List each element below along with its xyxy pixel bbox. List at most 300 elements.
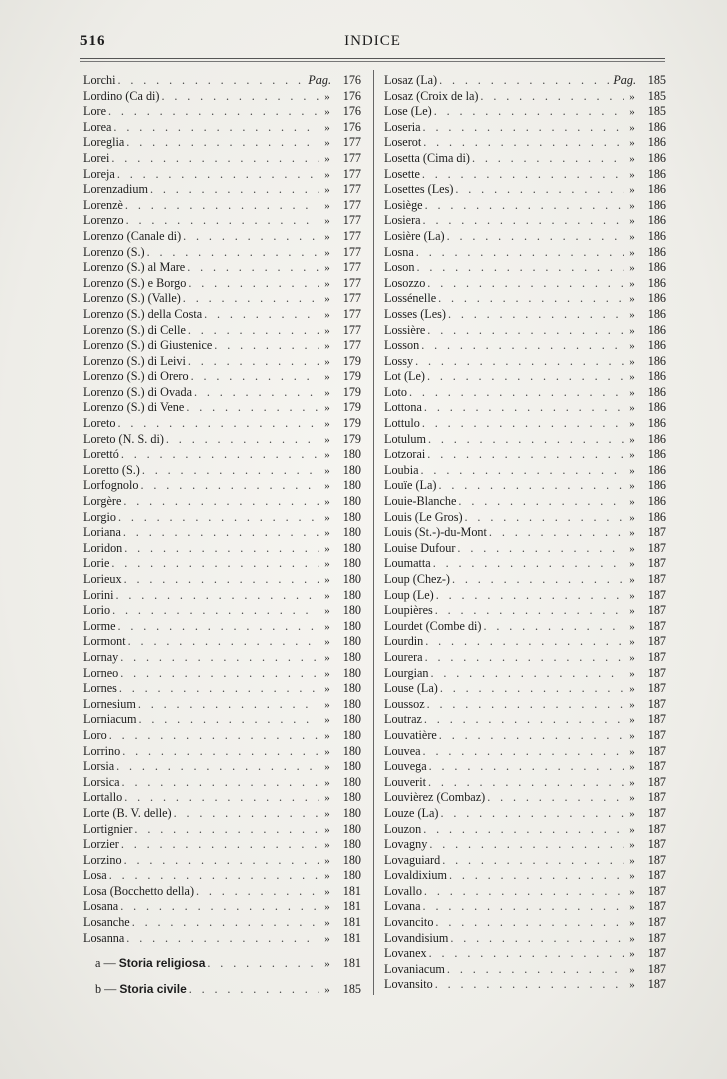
ditto-mark: »	[629, 215, 635, 228]
page-reference: 186	[647, 291, 666, 306]
index-entry	[83, 338, 361, 354]
dot-leader	[181, 291, 319, 307]
index-entry	[384, 354, 666, 370]
ditto-mark: »	[324, 137, 330, 150]
ditto-mark: »	[629, 152, 635, 165]
index-entry	[83, 697, 361, 713]
page-reference: 176	[342, 73, 361, 87]
entry-name: Lottulo	[384, 416, 420, 431]
ditto-mark: »	[324, 605, 330, 618]
dot-leader	[470, 151, 624, 167]
entry-name: Losses (Les)	[384, 306, 446, 321]
index-entry	[384, 151, 666, 167]
ditto-mark: »	[629, 683, 635, 696]
dot-leader	[124, 931, 319, 947]
entry-name: Losette	[384, 166, 420, 181]
dot-leader	[425, 276, 624, 292]
dot-leader	[122, 853, 319, 869]
ditto-mark: »	[324, 698, 330, 711]
entry-name: Lorgère	[83, 494, 122, 509]
index-entry	[83, 416, 361, 432]
page-reference: 185	[342, 981, 361, 996]
entry-name: Losetta (Cima di)	[384, 150, 470, 165]
page-reference: 186	[647, 509, 666, 524]
entry-name: Loup (Le)	[384, 587, 434, 602]
dot-leader	[186, 323, 319, 339]
dot-leader	[453, 182, 624, 198]
ditto-mark: »	[324, 729, 330, 742]
entry-name: Loreto	[83, 416, 116, 431]
page-reference: 180	[342, 494, 361, 509]
ditto-mark: »	[629, 464, 635, 477]
ditto-mark: »	[629, 277, 635, 290]
ditto-mark: »	[324, 651, 330, 664]
page-reference: 180	[342, 634, 361, 649]
ditto-mark: »	[324, 589, 330, 602]
dot-leader	[109, 556, 319, 572]
ditto-mark: »	[324, 542, 330, 555]
index-entry	[83, 229, 361, 245]
entry-name: Lorie	[83, 556, 110, 571]
dot-leader	[440, 853, 624, 869]
page-reference: 187	[647, 868, 666, 883]
index-entry	[83, 369, 361, 385]
subentry-title: Storia civile	[119, 981, 187, 996]
index-entry	[384, 853, 666, 869]
ditto-mark: »	[324, 745, 330, 758]
dot-leader	[485, 790, 624, 806]
index-column-right	[384, 73, 666, 993]
page-prefix: Pag.	[613, 73, 636, 87]
ditto-mark: »	[629, 418, 635, 431]
ditto-mark: »	[324, 901, 330, 914]
entry-name: Lose (Le)	[384, 104, 432, 119]
index-entry	[83, 104, 361, 120]
entry-name: Lourgian	[384, 665, 429, 680]
ditto-mark: »	[324, 620, 330, 633]
page-reference: 187	[647, 743, 666, 758]
entry-name: Louze (La)	[384, 805, 439, 820]
page-reference: 181	[342, 930, 361, 945]
page-reference: 187	[647, 572, 666, 586]
dot-leader	[130, 915, 319, 931]
ditto-mark: »	[629, 558, 635, 571]
page-reference: 186	[647, 416, 666, 431]
page-reference: 180	[342, 603, 361, 618]
page-reference: 187	[647, 618, 666, 633]
dot-leader	[426, 432, 624, 448]
dot-leader	[122, 790, 319, 806]
ditto-mark: »	[324, 324, 330, 337]
page-reference: 186	[647, 400, 666, 415]
index-entry	[83, 167, 361, 183]
page-reference: 187	[647, 930, 666, 945]
page-reference: 187	[647, 525, 666, 540]
dot-leader	[110, 603, 319, 619]
ditto-mark: »	[629, 620, 635, 633]
ditto-mark: »	[629, 340, 635, 353]
page-reference: 180	[342, 837, 361, 852]
dot-leader	[414, 260, 624, 276]
dot-leader	[115, 167, 319, 183]
dot-leader	[109, 151, 319, 167]
entry-name: Loson	[384, 260, 415, 275]
ditto-mark: »	[324, 433, 330, 446]
page-header	[80, 33, 665, 55]
dot-leader	[189, 369, 319, 385]
index-entry	[384, 759, 666, 775]
ditto-mark: »	[324, 262, 330, 275]
index-entry	[83, 837, 361, 853]
dot-leader	[433, 603, 624, 619]
ditto-mark: »	[629, 761, 635, 774]
page-reference: 177	[342, 275, 361, 290]
page-reference: 187	[647, 681, 666, 696]
dot-leader	[124, 135, 319, 151]
page-reference: 186	[647, 353, 666, 368]
dot-leader	[425, 323, 624, 339]
dot-leader	[448, 931, 624, 947]
entry-name: Losaz (La)	[384, 73, 438, 87]
index-entry	[384, 432, 666, 448]
index-entry	[384, 478, 666, 494]
entry-name: Losettes (Les)	[384, 182, 454, 197]
entry-name: Lovaldixium	[384, 868, 447, 883]
page-reference: 180	[342, 868, 361, 883]
dot-leader	[422, 884, 624, 900]
page-reference: 180	[342, 774, 361, 789]
entry-name: Lorenzo (S.) di Vene	[83, 400, 185, 415]
page-reference: 187	[647, 665, 666, 680]
entry-name: Lorieux	[83, 572, 122, 586]
entry-name: Loridon	[83, 540, 123, 555]
subentry-letter: b —	[95, 981, 117, 996]
dot-leader	[423, 650, 624, 666]
ditto-mark: »	[324, 371, 330, 384]
index-entry	[384, 790, 666, 806]
page-reference: 187	[647, 805, 666, 820]
page-reference: 185	[647, 73, 666, 87]
page-reference: 186	[647, 462, 666, 477]
index-entry	[384, 681, 666, 697]
index-entry	[384, 245, 666, 261]
entry-name: Lorini	[83, 587, 114, 602]
index-entry	[83, 245, 361, 261]
dot-leader	[114, 759, 319, 775]
dot-leader	[122, 572, 319, 588]
ditto-mark: »	[629, 636, 635, 649]
entry-name: Lorzino	[83, 852, 122, 867]
dot-leader	[132, 822, 319, 838]
dot-leader	[456, 494, 624, 510]
ditto-mark: »	[629, 542, 635, 555]
index-entry	[83, 400, 361, 416]
page-reference: 186	[647, 338, 666, 353]
dot-leader	[118, 650, 319, 666]
entry-name: Louise Dufour	[384, 540, 456, 555]
page-reference: 185	[647, 88, 666, 103]
index-entry	[83, 354, 361, 370]
index-entry	[384, 182, 666, 198]
page-reference: 180	[342, 478, 361, 493]
ditto-mark: »	[324, 885, 330, 898]
index-entry	[384, 276, 666, 292]
ditto-mark: »	[324, 308, 330, 321]
subentry-title: Storia religiosa	[118, 956, 206, 971]
dot-leader	[422, 400, 624, 416]
entry-name: Lot (Le)	[384, 369, 425, 384]
entry-name: Lossy	[384, 353, 414, 368]
subentry-letter: a —	[95, 956, 116, 971]
dot-leader	[432, 104, 624, 120]
dot-leader	[433, 977, 624, 993]
ditto-mark: »	[629, 917, 635, 930]
index-entry	[83, 931, 361, 947]
index-entry	[83, 260, 361, 276]
entry-name: Lossénelle	[384, 291, 437, 306]
entry-name: Loupières	[384, 603, 433, 618]
dot-leader	[421, 744, 624, 760]
dot-leader	[126, 634, 319, 650]
ditto-mark: »	[324, 152, 330, 165]
dot-leader	[419, 463, 624, 479]
ditto-mark: »	[324, 932, 330, 945]
dot-leader	[446, 307, 624, 323]
index-entry	[83, 884, 361, 900]
index-entry	[384, 588, 666, 604]
page-reference: 179	[342, 416, 361, 431]
dot-leader	[181, 229, 319, 245]
ditto-mark: »	[324, 277, 330, 290]
index-entry	[83, 666, 361, 682]
dot-leader	[116, 510, 319, 526]
index-entry	[384, 619, 666, 635]
dot-leader	[164, 432, 319, 448]
ditto-mark: »	[629, 121, 635, 134]
index-entry	[384, 697, 666, 713]
entry-name: Lormont	[83, 634, 126, 649]
dot-leader	[427, 759, 624, 775]
ditto-mark: »	[629, 792, 635, 805]
dot-leader	[119, 447, 319, 463]
page-number: 516	[80, 33, 106, 49]
entry-name: Lorneo	[83, 665, 119, 680]
entry-name: Loserot	[384, 135, 422, 150]
index-entry	[83, 681, 361, 697]
dot-leader	[212, 338, 319, 354]
entry-name: Losiège	[384, 197, 423, 212]
index-entry	[384, 291, 666, 307]
ditto-mark: »	[629, 948, 635, 961]
index-entry	[384, 744, 666, 760]
entry-name: Losiera	[384, 213, 421, 228]
entry-name: Loreglia	[83, 135, 125, 150]
entry-name: Louvatière	[384, 727, 437, 742]
entry-name: Losaz (Croix de la)	[384, 88, 479, 103]
entry-name: Lornesium	[83, 696, 136, 711]
index-entry	[83, 89, 361, 105]
page-reference: 186	[647, 213, 666, 228]
ditto-mark: »	[324, 168, 330, 181]
ditto-mark: »	[629, 651, 635, 664]
page-reference: 187	[647, 540, 666, 555]
ditto-mark: »	[324, 823, 330, 836]
entry-name: Loubia	[384, 462, 419, 477]
index-entry	[83, 728, 361, 744]
entry-name: Loutraz	[384, 712, 422, 727]
page-reference: 180	[342, 618, 361, 633]
entry-name: Lortignier	[83, 821, 133, 836]
index-entry	[83, 135, 361, 151]
dot-leader	[437, 728, 624, 744]
page-reference: 177	[342, 306, 361, 321]
page-reference: 179	[342, 369, 361, 384]
ditto-mark: »	[324, 418, 330, 431]
index-entry	[384, 884, 666, 900]
entry-name: Lorenzo (S.) di Giustenice	[83, 338, 213, 353]
ditto-mark: »	[629, 168, 635, 181]
entry-name: Louvega	[384, 759, 427, 774]
entry-name: Lorsia	[83, 759, 115, 774]
index-entry	[83, 556, 361, 572]
page-reference: 179	[342, 353, 361, 368]
page-reference: 180	[342, 727, 361, 742]
entry-name: Lorenzo (S.) di Celle	[83, 322, 186, 337]
entry-name: Lovaguiard	[384, 852, 441, 867]
page-reference: 181	[342, 883, 361, 898]
page-reference: 181	[342, 899, 361, 914]
index-entry	[83, 525, 361, 541]
ditto-mark: »	[324, 683, 330, 696]
entry-name: Lottona	[384, 400, 422, 415]
entry-name: Losana	[83, 899, 119, 914]
column-divider	[373, 70, 374, 995]
index-entry	[83, 213, 361, 229]
dot-leader	[434, 588, 624, 604]
entry-name: Lorenzo (S.)	[83, 244, 145, 259]
entry-name: Lovanex	[384, 946, 427, 961]
page-reference: 179	[342, 384, 361, 399]
page-reference: 177	[342, 213, 361, 228]
ditto-mark: »	[324, 714, 330, 727]
index-entry	[83, 588, 361, 604]
ditto-mark: »	[629, 90, 635, 103]
page-reference: 187	[647, 759, 666, 774]
entry-name: Lorettó	[83, 447, 119, 462]
dot-leader	[422, 712, 624, 728]
ditto-mark: »	[324, 449, 330, 462]
ditto-mark: »	[629, 246, 635, 259]
dot-leader	[106, 104, 319, 120]
dot-leader	[194, 884, 319, 900]
dot-leader	[478, 89, 624, 105]
page-reference: 186	[647, 197, 666, 212]
entry-name: Lorenzo	[83, 213, 124, 228]
page-reference: 186	[647, 119, 666, 134]
entry-name: Lorenzo (Canale di)	[83, 228, 182, 243]
dot-leader	[450, 572, 624, 588]
index-entry	[83, 73, 361, 89]
entry-name: Losozzo	[384, 275, 426, 290]
ditto-mark: »	[324, 511, 330, 524]
index-subentry	[83, 982, 361, 998]
page-reference: 186	[647, 182, 666, 197]
index-entry	[384, 400, 666, 416]
ditto-mark: »	[629, 776, 635, 789]
page-reference: 186	[647, 228, 666, 243]
ditto-mark: »	[324, 667, 330, 680]
index-entry	[384, 73, 666, 89]
page-reference: 180	[342, 821, 361, 836]
index-entry	[384, 369, 666, 385]
entry-name: Loro	[83, 727, 107, 742]
index-entry	[83, 806, 361, 822]
page-reference: 187	[647, 587, 666, 602]
entry-name: Lortallo	[83, 790, 123, 805]
entry-name: Loretto (S.)	[83, 462, 140, 477]
entry-name: Losna	[384, 244, 414, 259]
index-entry	[384, 385, 666, 401]
page-reference: 187	[647, 727, 666, 742]
ditto-mark: »	[629, 932, 635, 945]
index-entry	[83, 899, 361, 915]
index-entry	[384, 307, 666, 323]
ditto-mark: »	[324, 386, 330, 399]
ditto-mark: »	[324, 121, 330, 134]
entry-name: Lorea	[83, 119, 112, 134]
page-reference: 177	[342, 228, 361, 243]
dot-leader	[116, 416, 320, 432]
index-entry	[83, 120, 361, 136]
index-entry	[83, 510, 361, 526]
index-entry	[83, 915, 361, 931]
ditto-mark: »	[629, 262, 635, 275]
dot-leader	[117, 681, 319, 697]
dot-leader	[487, 525, 624, 541]
entry-name: Lovaniacum	[384, 961, 445, 976]
page-reference: 186	[647, 150, 666, 165]
entry-name: Lornes	[83, 681, 117, 696]
page-reference: 179	[342, 400, 361, 415]
page-reference: 177	[342, 291, 361, 306]
index-entry	[384, 728, 666, 744]
page-reference: 180	[342, 696, 361, 711]
dot-leader	[421, 822, 624, 838]
dot-leader	[119, 837, 319, 853]
ditto-mark: »	[324, 184, 330, 197]
entry-name: Lorchi	[83, 73, 116, 87]
ditto-mark: »	[324, 464, 330, 477]
ditto-mark: »	[324, 199, 330, 212]
dot-leader	[436, 291, 624, 307]
index-entry	[384, 198, 666, 214]
entry-name: Louse (La)	[384, 681, 438, 696]
ditto-mark: »	[324, 480, 330, 493]
ditto-mark: »	[629, 324, 635, 337]
ditto-mark: »	[324, 636, 330, 649]
entry-name: Louie-Blanche	[384, 494, 457, 509]
dot-leader	[420, 167, 624, 183]
index-entry	[384, 650, 666, 666]
index-entry	[384, 323, 666, 339]
entry-name: Lornay	[83, 649, 119, 664]
ditto-mark: »	[324, 106, 330, 119]
ditto-mark: »	[629, 355, 635, 368]
dot-leader	[421, 899, 624, 915]
dot-leader	[124, 213, 319, 229]
page-reference: 187	[647, 961, 666, 976]
ditto-mark: »	[324, 246, 330, 259]
